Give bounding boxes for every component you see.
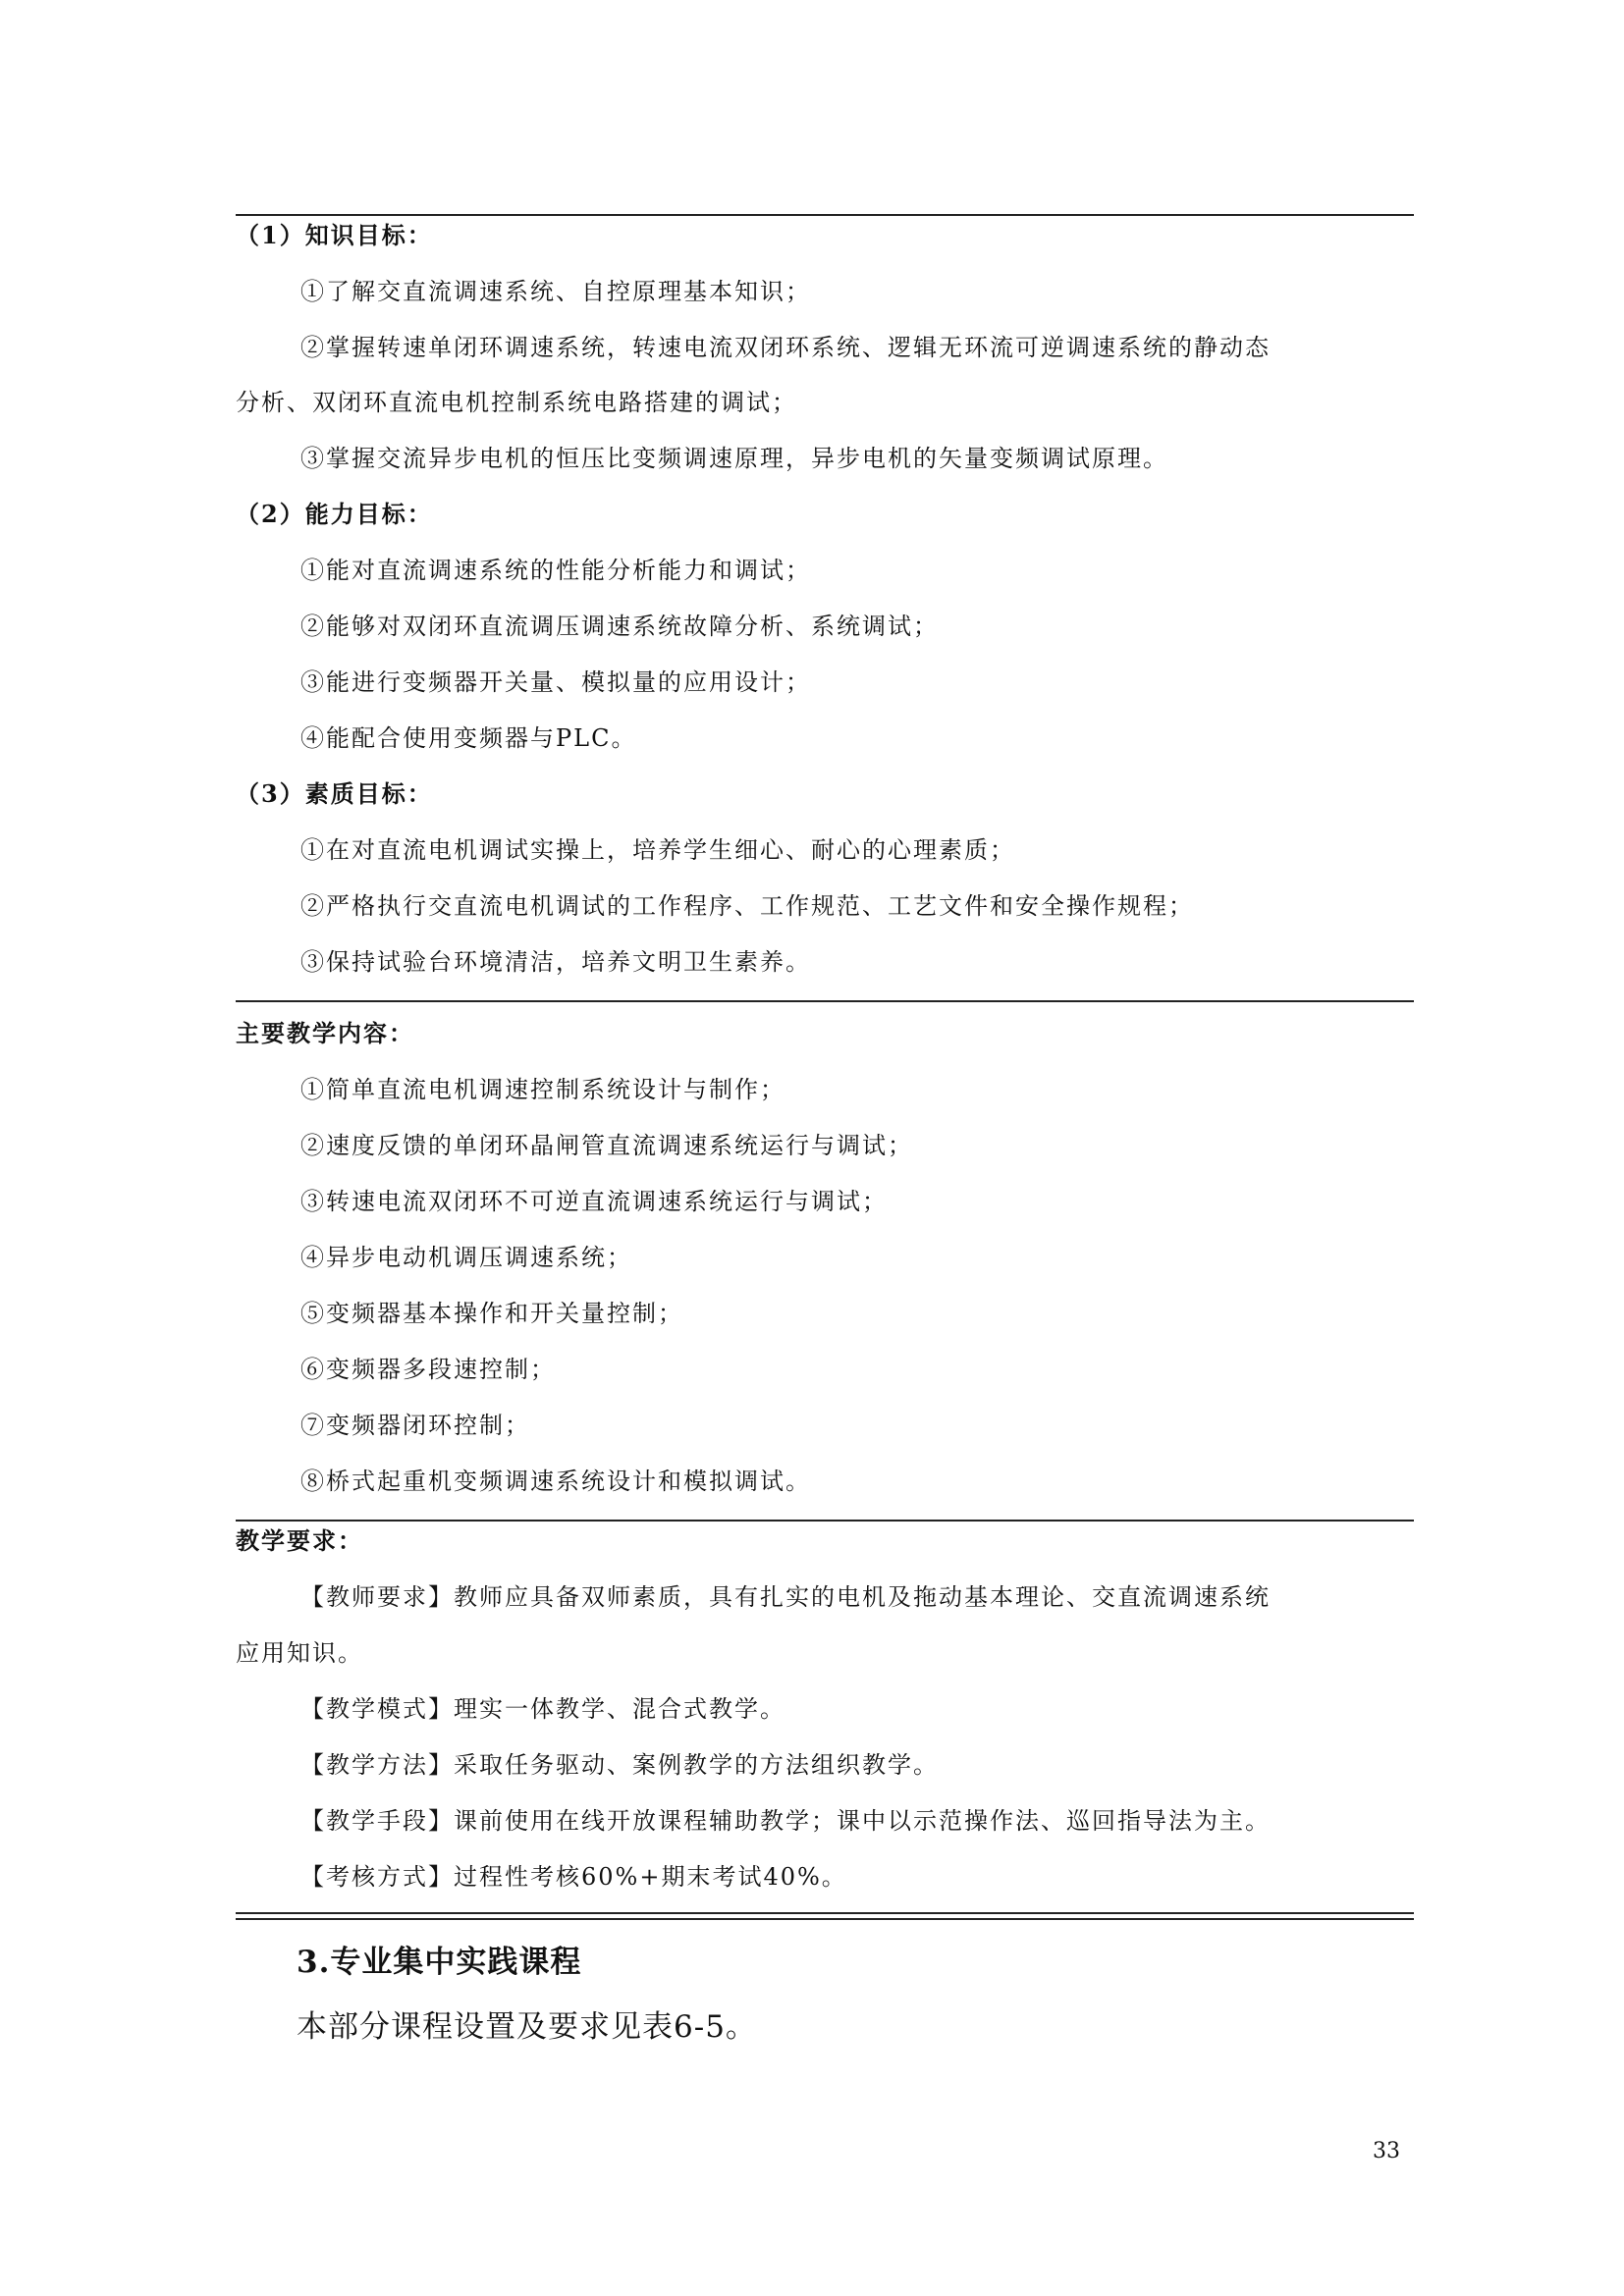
requirement-method: 【教学方法】采取任务驱动、案例教学的方法组织教学。 — [300, 1751, 939, 1779]
requirements-heading: 教学要求： — [236, 1526, 363, 1555]
requirement-assessment: 【考核方式】过程性考核60%+期末考试40%。 — [300, 1863, 847, 1891]
table-bottom-rule — [236, 1912, 1414, 1920]
table-divider-1 — [236, 1000, 1414, 1002]
section-3-title: 3.专业集中实践课程 — [297, 1945, 582, 1980]
knowledge-item-1: ①了解交直流调速系统、自控原理基本知识； — [300, 278, 811, 305]
requirement-means: 【教学手段】课前使用在线开放课程辅助教学；课中以示范操作法、巡回指导法为主。 — [300, 1807, 1271, 1835]
ability-item-2: ②能够对双闭环直流调压调速系统故障分析、系统调试； — [300, 613, 939, 640]
content-item-6: ⑥变频器多段速控制； — [300, 1356, 556, 1383]
requirement-teacher: 【教师要求】教师应具备双师素质，具有扎实的电机及拖动基本理论、交直流调速系统 — [300, 1583, 1271, 1611]
quality-item-1: ①在对直流电机调试实操上，培养学生细心、耐心的心理素质； — [300, 836, 1015, 864]
ability-item-4: ④能配合使用变频器与PLC。 — [300, 724, 637, 752]
quality-item-2: ②严格执行交直流电机调试的工作程序、工作规范、工艺文件和安全操作规程； — [300, 892, 1194, 920]
knowledge-heading: （1）知识目标： — [236, 221, 433, 249]
section-3-text: 本部分课程设置及要求见表6-5。 — [297, 2009, 757, 2045]
table-top-rule — [236, 214, 1414, 216]
ability-item-3: ③能进行变频器开关量、模拟量的应用设计； — [300, 668, 811, 696]
knowledge-item-2-cont: 分析、双闭环直流电机控制系统电路搭建的调试； — [236, 389, 797, 416]
content-heading: 主要教学内容： — [236, 1019, 414, 1047]
quality-item-3: ③保持试验台环境清洁，培养文明卫生素养。 — [300, 948, 811, 976]
content-item-3: ③转速电流双闭环不可逆直流调速系统运行与调试； — [300, 1188, 888, 1215]
ability-heading: （2）能力目标： — [236, 500, 433, 528]
content-item-2: ②速度反馈的单闭环晶闸管直流调速系统运行与调试； — [300, 1132, 913, 1159]
content-item-1: ①简单直流电机调速控制系统设计与制作； — [300, 1076, 785, 1103]
content-item-8: ⑧桥式起重机变频调速系统设计和模拟调试。 — [300, 1468, 811, 1495]
knowledge-item-2: ②掌握转速单闭环调速系统，转速电流双闭环系统、逻辑无环流可逆调速系统的静动态 — [300, 334, 1271, 361]
knowledge-item-3: ③掌握交流异步电机的恒压比变频调速原理，异步电机的矢量变频调试原理。 — [300, 445, 1168, 472]
requirement-mode: 【教学模式】理实一体教学、混合式教学。 — [300, 1695, 785, 1723]
ability-item-1: ①能对直流调速系统的性能分析能力和调试； — [300, 557, 811, 584]
page-number: 33 — [1373, 2139, 1400, 2163]
table-divider-2 — [236, 1520, 1414, 1522]
content-item-7: ⑦变频器闭环控制； — [300, 1412, 530, 1439]
content-item-4: ④异步电动机调压调速系统； — [300, 1244, 632, 1271]
requirement-teacher-cont: 应用知识。 — [236, 1639, 363, 1667]
quality-heading: （3）素质目标： — [236, 779, 433, 808]
content-item-5: ⑤变频器基本操作和开关量控制； — [300, 1300, 683, 1327]
